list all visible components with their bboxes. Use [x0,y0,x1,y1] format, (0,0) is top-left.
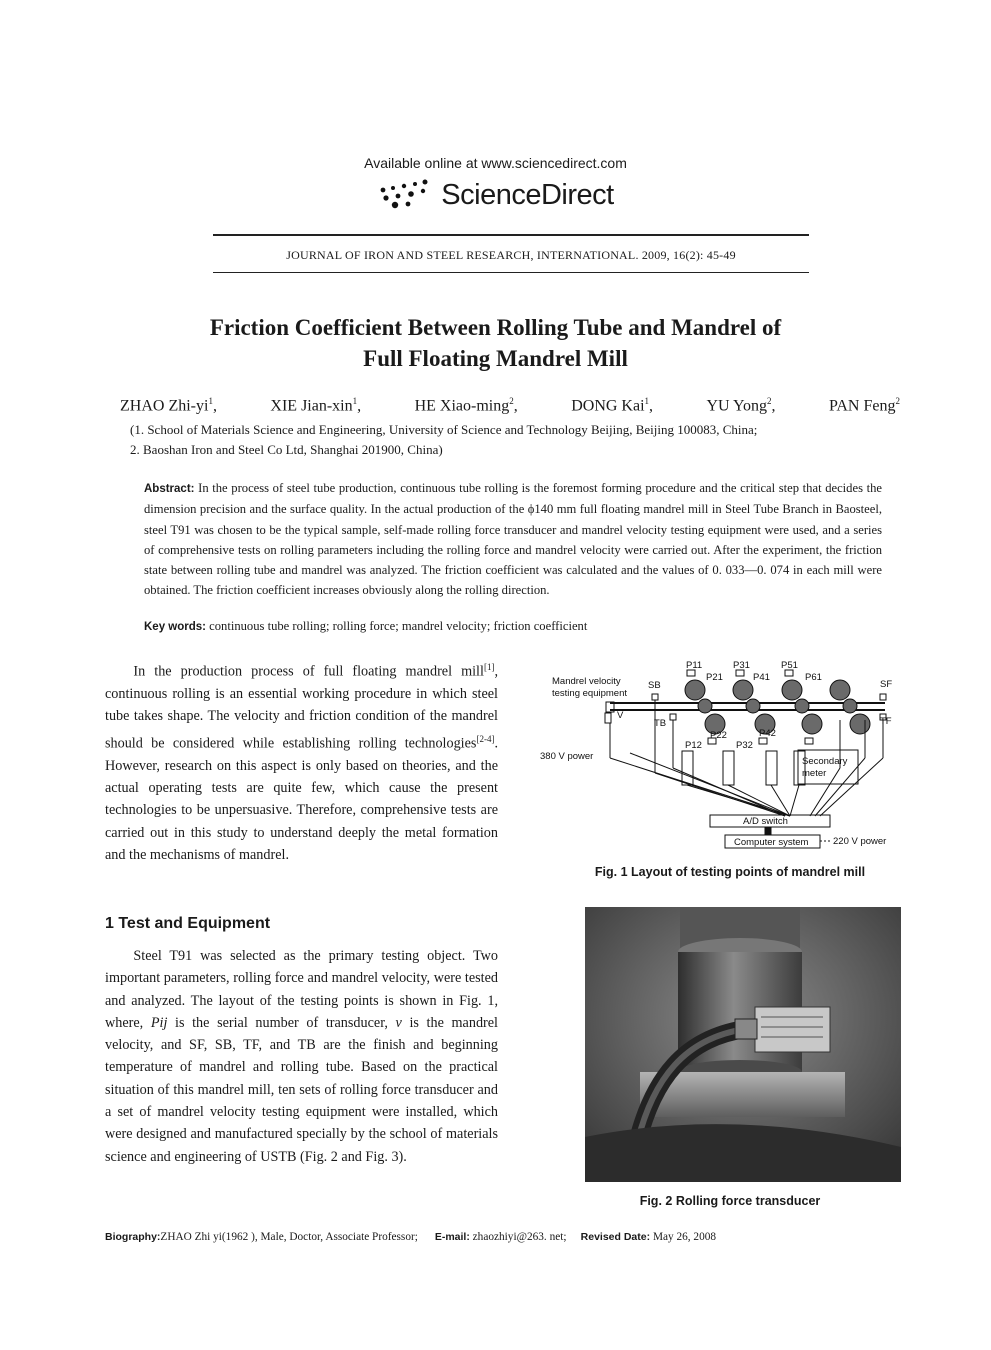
author: ZHAO Zhi-$yi^1$, [120,396,217,415]
fig1-label-v: V [617,710,624,721]
title-line-2: Full Floating Mandrel Mill [363,346,628,371]
fig1-label-tb: TB [654,718,667,729]
fig1-label-secondary-2: meter [802,768,827,779]
paper-title [100,312,891,374]
header-rule-bottom [213,272,809,273]
fig1-label-secondary-1: Secondary [802,756,848,767]
section-heading-1: 1 Test and Equipment [105,915,271,932]
author-list [120,396,900,415]
sciencedirect-name: ScienceDirect [441,178,614,211]
fig1-label-sb: SB [648,680,661,691]
fig1-label-power220: 220 V power [833,836,887,847]
footer-biography: Biography:ZHAO Zhi yi(1962 ), Male, Doctor, Associate Professor; E-mail: zhaozhiyi@263. net; Revised Date: May 26, 2008 [105,1231,717,1243]
fig1-caption: Fig. 1 Layout of testing points of mandrel mill [594,865,866,879]
introduction-paragraph: In the production process of full floating mandrel mill[1], continuous rolling is an essential working procedure in which steel tube takes shape. The velocity and friction condition of the mandrel should be considered while establishing rolling technologies[2-4]. However, research on this aspect is only based on theories, and the actual operating tests are quite few, which cause the present technologies to be unpersuasive. Therefore, comprehensive tests are carried out in this study to understand deeply the metal formation and the mechanisms of mandrel. [105,662,498,863]
email-link[interactable]: zhaozhiyi@263. net; [472,1231,567,1243]
fig1-label-sf: SF [880,679,893,690]
fig1-label-ad: A/D switch [743,816,788,827]
fig1-label-computer: Computer system [734,837,809,848]
fig1-label-p41: P41 [753,672,770,683]
author: DONG Kai$^1$, [571,396,654,415]
author: YU Yong$^2$, [706,396,776,415]
keywords-label: Key words: [144,621,206,633]
fig1-label-mvte-1: Mandrel velocity [552,676,621,687]
available-online-text: Available online at www.sciencedirect.com [364,155,627,171]
fig1-label-p12: P12 [685,740,702,751]
fig1-label-power380: 380 V power [540,751,594,762]
fig1-label-p51: P51 [781,660,798,671]
author: PAN Feng$^2$ [828,396,900,415]
abstract-label: Abstract: [144,483,195,495]
title-line-1: Friction Coefficient Between Rolling Tube and Mandrel of [209,315,782,340]
author: XIE Jian-xin$^1$, [270,396,362,415]
section1-paragraph: Steel T91 was selected as the primary testing object. Two important parameters, rolling force and mandrel velocity, were tested and analyzed. The layout of the testing points is shown in Fig. 1, where, Pij is the serial number of transducer, v is the mandrel velocity, and SF, SB, TF, and TB are the finish and beginning temperature of mandrel and rolling tube. Based on the practical situation of this mandrel mill, ten sets of rolling force transducer and a set of mandrel velocity testing equipment were installed, which were designed and manufactured specially by the school of materials science and engineering of USTB (Fig. 2 and Fig. 3). [105,948,498,1165]
sciencedirect-logo [0,178,991,212]
fig1-label-p11: P11 [686,660,703,671]
fig1-label-mvte-2: testing equipment [552,688,627,699]
fig1-label-p21: P21 [706,672,723,683]
keywords [144,619,882,634]
author: HE Xiao-ming$^2$, [414,396,518,415]
journal-line: JOURNAL OF IRON AND STEEL RESEARCH, INTERNATIONAL. 2009, 16(2): 45-49 [286,248,736,262]
abstract-text: In the process of steel tube production, continuous tube rolling is the foremost forming procedure and the critical step that decides the dimension precision and the surface quality. In the actual production of the ϕ140 mm full floating mandrel mill in Steel Tube Branch in Baosteel, steel T91 was chosen to be the typical sample, self-made rolling force transducer and mandrel velocity testing equipment were used, and a series of comprehensive tests on rolling parameters including the rolling force and mandrel velocity were carried out. After the experiment, the friction state between rolling tube and mandrel was analyzed. The friction coefficient was calculated and the values of 0. 033—0. 074 in each mill were obtained. The friction coefficient increases obviously along the rolling direction. [144,481,882,598]
header-rule-top [213,234,809,236]
affiliation-1: (1. School of Materials Science and Engineering, University of Science and Technology Beijing, Beijing 100083, China; [130,422,758,437]
fig1-label-p42: P42 [759,728,776,739]
keywords-text: continuous tube rolling; rolling force; mandrel velocity; friction coefficient [209,619,588,633]
fig1-diagram [540,658,900,858]
fig1-label-p31: P31 [733,660,750,671]
fig1-label-p32: P32 [736,740,753,751]
citation[interactable]: [2-4] [476,733,495,744]
fig2-photo [585,907,901,1182]
citation[interactable]: [1] [483,662,495,672]
fig1-label-p22: P22 [710,730,727,741]
affiliation-2: 2. Baoshan Iron and Steel Co Ltd, Shanghai 201900, China) [130,442,443,457]
fig2-caption: Fig. 2 Rolling force transducer [639,1194,821,1208]
fig1-label-p61: P61 [805,672,822,683]
sciencedirect-dots-icon [377,178,435,212]
fig1-label-tf: TF [880,716,892,727]
abstract [144,478,882,601]
